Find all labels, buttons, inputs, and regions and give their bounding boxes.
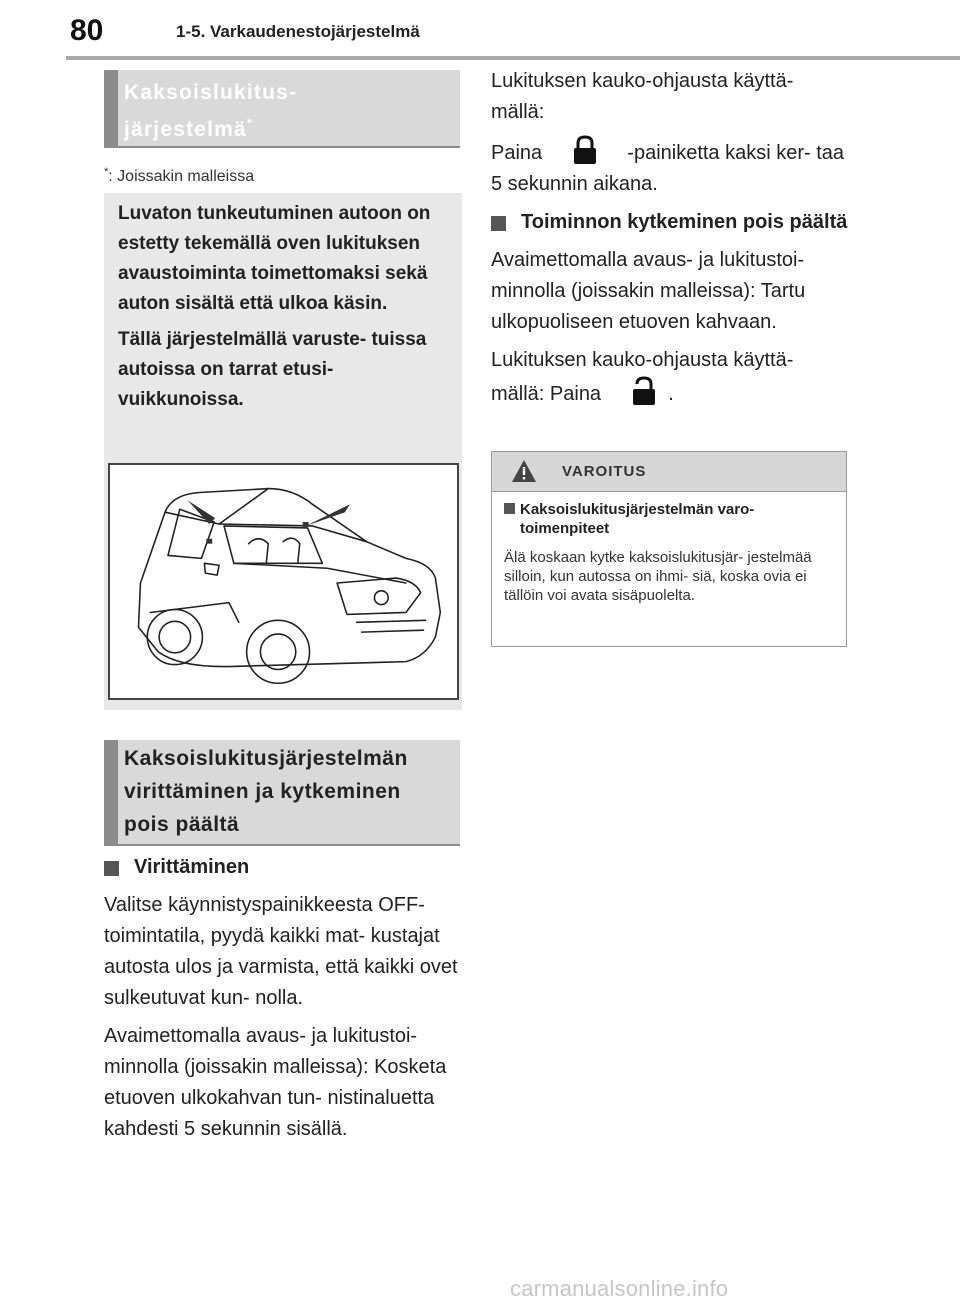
car-drawing-icon <box>110 465 457 698</box>
body-paragraph: Valitse käynnistyspainikkeesta OFF-toimintatila, pyydä kaikki mat- kustajat autosta ulos ja varmista, että kaikki ovet sulkeutuvat kun- nolla. <box>104 894 458 1009</box>
right-column <box>491 66 851 417</box>
square-bullet-icon <box>491 216 506 231</box>
square-bullet-icon <box>104 861 119 876</box>
header-rule <box>66 56 960 60</box>
heading-line: virittäminen ja kytkeminen <box>124 780 401 803</box>
subheading-text: Virittäminen <box>134 856 250 878</box>
page-number: 80 <box>70 14 104 47</box>
section-heading-text <box>124 78 460 145</box>
body-paragraph <box>491 135 851 200</box>
body-paragraph: Lukituksen kauko-ohjausta käyttä- mällä: <box>491 70 794 123</box>
warning-body <box>492 492 846 605</box>
section-heading-text <box>124 742 460 841</box>
left-column <box>104 852 464 1152</box>
footnote-star: * <box>104 166 109 178</box>
warning-text: Älä koskaan kytke kaksoislukitusjär- jestelmää silloin, kun autossa on ihmi- siä, koska ovia ei tällöin voi avata sisäpuolelta. <box>504 549 812 604</box>
press-text: -painiketta kaksi ker- taa 5 sekunnin aikana. <box>491 142 845 195</box>
subheading-arming <box>104 852 464 883</box>
section-heading-double-lock <box>104 70 460 148</box>
subheading-text: Toiminnon kytkeminen pois päältä <box>521 211 848 233</box>
body-paragraph: Avaimettomalla avaus- ja lukitustoi- minnolla (joissakin malleissa): Tartu ulkopuoliseen etuoven kahvaan. <box>491 249 806 333</box>
body-paragraph <box>491 345 851 410</box>
heading-line: järjestelmä <box>124 118 247 141</box>
info-paragraph: Tällä järjestelmällä varuste- tuissa autoissa on tarrat etusi- vuikkunoissa. <box>118 329 427 410</box>
subheading-disarming <box>491 207 851 238</box>
warning-subheading-text: Kaksoislukitusjärjestelmän varo- toimenpiteet <box>520 501 755 537</box>
warning-subheading <box>504 500 834 538</box>
lock-icon <box>572 135 598 165</box>
footnote <box>104 166 254 186</box>
heading-line: Kaksoislukitus- <box>124 81 298 104</box>
chapter-title: 1-5. Varkaudenestojärjestelmä <box>176 22 420 41</box>
body-paragraph: Avaimettomalla avaus- ja lukitustoi- minnolla (joissakin malleissa): Kosketa etuoven ulkokahvan tun- nistinaluetta kahdesti 5 sekunnin sisällä. <box>104 1025 447 1140</box>
car-illustration <box>108 463 459 700</box>
press-text: Paina <box>491 142 543 164</box>
heading-line: Kaksoislukitusjärjestelmän <box>124 747 408 770</box>
square-bullet-icon <box>504 503 515 514</box>
press-text: . <box>668 383 674 405</box>
info-box <box>104 193 462 710</box>
warning-box <box>491 451 847 647</box>
footnote-text: : Joissakin malleissa <box>108 168 255 185</box>
warning-title: VAROITUS <box>562 463 647 480</box>
press-text: Lukituksen kauko-ohjausta käyttä- mällä: Paina <box>491 349 794 405</box>
warning-triangle-icon <box>511 459 537 483</box>
info-paragraph: Luvaton tunkeutuminen autoon on estetty tekemällä oven lukituksen avaustoiminta toimettomaksi sekä auton sisältä että ulkoa käsin. <box>118 203 431 314</box>
watermark: carmanualsonline.info <box>510 1276 729 1301</box>
warning-header <box>492 452 846 492</box>
section-heading-arming <box>104 740 460 846</box>
footnote-marker: * <box>246 116 253 130</box>
heading-line: pois päältä <box>124 813 240 836</box>
unlock-icon <box>631 376 657 406</box>
